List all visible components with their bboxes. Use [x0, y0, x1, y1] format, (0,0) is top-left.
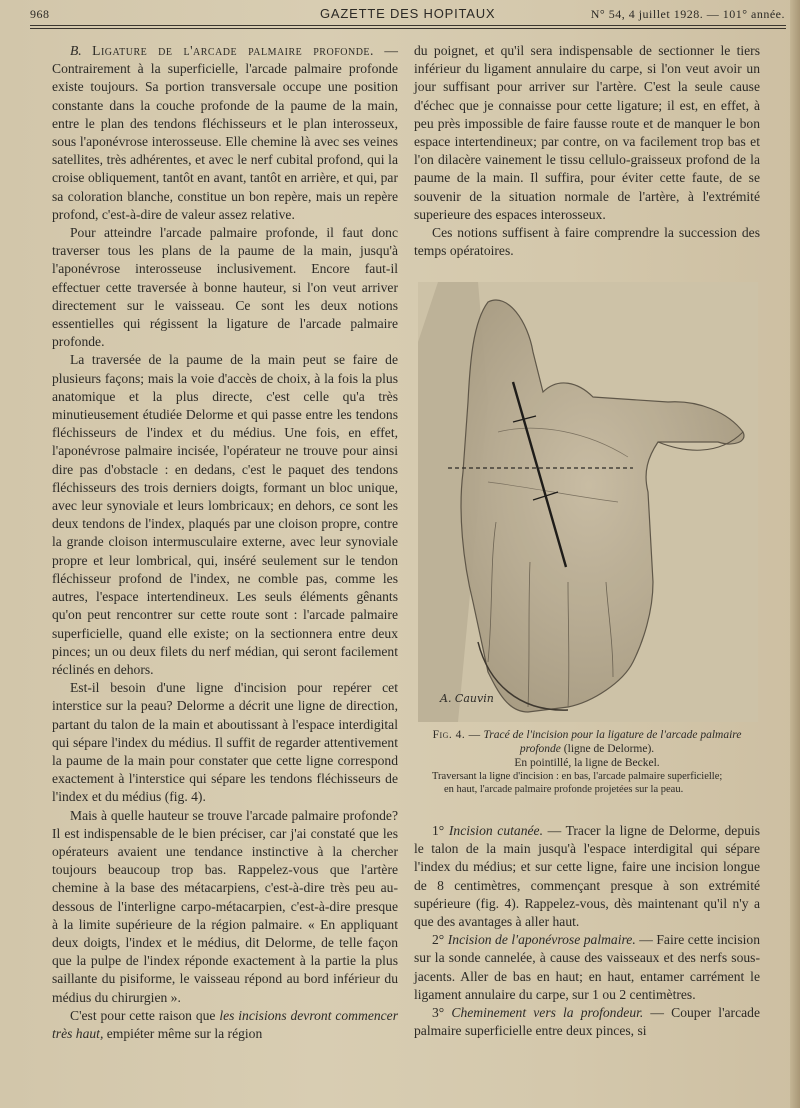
- step-1: [414, 822, 760, 931]
- step-text: — Tracer la ligne de Delorme, depuis le talon de la main jusqu'à l'espace interdigital qui sépare l'index du médius; et sur cette ligne, faire une incision longue de 8 centimètres, commençant presque à son extrémité supérieure (fig. 4). Rappelez-vous, dès maintenant qu'il n'y a que des avantages à aller haut.: [414, 823, 760, 930]
- paragraph: Ces notions suffisent à faire comprendre la succession des temps opératoires.: [414, 225, 760, 259]
- step-title: Cheminement vers la profondeur.: [451, 1005, 644, 1021]
- caption-paren: (ligne de Delorme).: [563, 743, 655, 755]
- paragraph: La traversée de la paume de la main peut se faire de plusieurs façons; mais la voie d'accès de choix, à la fois la plus anatomique et la plus directe, c'est celle qu'a très minutieusement étudiée Delorme et qui passe entre les tendons fléchisseurs de l'index et du médius. Une fois, en effet, l'aponévrose palmaire incisée, l'opérateur ne trouve pour ainsi dire pas d'obstacle : en dedans, c'est le paquet des tendons fléchisseurs des trois derniers doigts, formant un bloc unique, avec leur synoviale et leurs lombricaux; en dehors, ce sont les deux tendons de l'index, plaqués par une cloison propre, contre la grande cloison intermusculaire externe, avec leur synoviale propre et leur lombrical, qui, inséré seulement sur le tendon fléchisseur profond de l'index, ne comble pas, comme les autres, l'espace intertendineux. Les seuls éléments gênants qu'on peut rencontrer sur cette route sont : l'arcade palmaire superficielle, quand elle existe; on la sectionnera entre deux pinces; un ou deux filets du nerf médian, qui seront facilement réclinés en dehors.: [52, 352, 398, 677]
- paragraph: du poignet, et qu'il sera indispensable de sectionner le tiers inférieur du ligament annulaire du carpe, si l'on veut avoir un jour suffisant pour arriver sur l'artère. C'est la seule cause d'échec que je connaisse pour cette ligature; il est, en effet, à peu près impossible de faire fausse route et de manquer le bon espace intertendineux; par contre, on va facilement trop bas et l'on dilacère vainement le tissu cellulo-graisseux profond de la paume de la main. Il suffira, pour éviter cette faute, de se souvenir de la situation normale de l'artère, à l'extrémité superieure des espaces interosseux.: [414, 43, 760, 222]
- figure-caption: [414, 728, 760, 770]
- step-title: Incision de l'aponévrose palmaire.: [447, 932, 636, 948]
- step-2: [414, 931, 760, 1004]
- section-heading: Ligature de l'arcade palmaire profonde.: [92, 43, 374, 58]
- issue-line: N° 54, 4 juillet 1928. — 101° année.: [590, 7, 785, 21]
- paragraph: Pour atteindre l'arcade palmaire profonde, il faut donc traverser tous les plans de la paume de la main, jusqu'à l'aponévrose interosseuse inclusivement. Encore faut-il effectuer cette traversée à bonne hauteur, si l'on veut arriver directement sur le vaisseau. Ce sont les deux notions essentielles qui régissent la ligature de l'arcade palmaire profonde.: [52, 225, 398, 350]
- step-title: Incision cutanée.: [448, 823, 543, 838]
- paragraph-last: [52, 1007, 398, 1043]
- header-rule-top: [30, 25, 786, 26]
- section-letter: B.: [70, 43, 82, 58]
- journal-title: GAZETTE DES HOPITAUX: [320, 6, 496, 21]
- left-column: [52, 42, 398, 1043]
- artist-signature: A. Cauvin: [440, 692, 494, 705]
- paragraph: Contrairement à la superficielle, l'arcade palmaire profonde existe toujours. Sa portion transversale occupe une position constante dans la couche profonde de la paume de la main, entre le plan des tendons fléchisseurs et le plan interosseux, sous l'aponévrose interosseuse. Elle chemine là avec ses veines satellites, très adhérentes, et avec le nerf cubital profond, qui la croise obliquement, tantôt en avant, tantôt en arrière, et qui, par sa coloration blanche, constitue un bon repère, mais un repère profond, c'est-à-dire de valeur assez relative.: [52, 61, 398, 222]
- right-column: [414, 42, 760, 260]
- figure-note: Traversant la ligne d'incision : en bas, l'arcade palmaire superficielle; en haut, l'arcade palmaire profonde projetées sur la peau.: [432, 771, 723, 795]
- page-number: 968: [30, 7, 50, 21]
- running-header: [30, 4, 785, 26]
- step-number: 1°: [432, 823, 445, 838]
- step-text: — Couper l'arcade palmaire superficielle entre deux pinces, si: [414, 1005, 760, 1039]
- header-rule-bottom: [30, 28, 786, 29]
- step-text: — Faire cette incision sur la sonde cannelée, à cause des vaisseaux et des nerfs sous-jacents. Aller de bas en haut; en haut, entamer carrément le ligament annulaire du carpe, sur 1 ou 2 centimètres.: [414, 932, 760, 1002]
- step-number: 3°: [432, 1005, 445, 1021]
- italic-run: les incisions devront commencer très haut,: [52, 1007, 399, 1041]
- hand-drawing: [418, 282, 758, 722]
- section-heading-dash: —: [373, 43, 398, 58]
- caption-title: Tracé de l'incision pour la ligature de l'arcade palmaire profonde: [483, 729, 742, 755]
- caption-label: Fig. 4. —: [432, 729, 481, 741]
- right-column-steps: [414, 822, 760, 1040]
- section-heading-paragraph: [52, 42, 398, 224]
- page-edge: [790, 0, 800, 1108]
- paragraph: Est-il besoin d'une ligne d'incision pour repérer cet interstice sur la peau? Delorme a décrit une ligne de direction, partant du talon de la main et aboutissant à l'espace interdigital qui sépare l'index du médius. Il suffit de regarder attentivement la paume de la main pour constater que cette ligne correspond exactement à l'interstice qui sépare les tendons fléchisseurs de l'index et du médius (fig. 4).: [52, 680, 398, 805]
- caption-line2: En pointillé, la ligne de Beckel.: [514, 757, 660, 769]
- figure-hand-illustration: [418, 282, 758, 722]
- text-run: C'est pour cette raison que: [70, 1007, 220, 1023]
- paragraph: Mais à quelle hauteur se trouve l'arcade palmaire profonde? Il est indispensable de le bien préciser, car j'ai constaté que les opérateurs avaient une tendance instinctive à la chercher toujours beaucoup trop bas. Rappelez-vous que l'artère chemine à la base des métacarpiens, c'est-à-dire très peu au-dessous de l'interligne carpo-métacarpien, c'est-à-dire presque à la limite supérieure de la région palmaire. « En appliquant deux doigts, l'index et le médius, dit Delorme, de telle façon que la pulpe de l'index réponde exactement à la partie la plus saillante du pisiforme, le vaisseau répond au bord inférieur du médius du chirurgien ».: [52, 807, 398, 1005]
- step-3: [414, 1004, 760, 1040]
- text-run: empiéter même sur la région: [103, 1025, 263, 1041]
- step-number: 2°: [432, 932, 445, 948]
